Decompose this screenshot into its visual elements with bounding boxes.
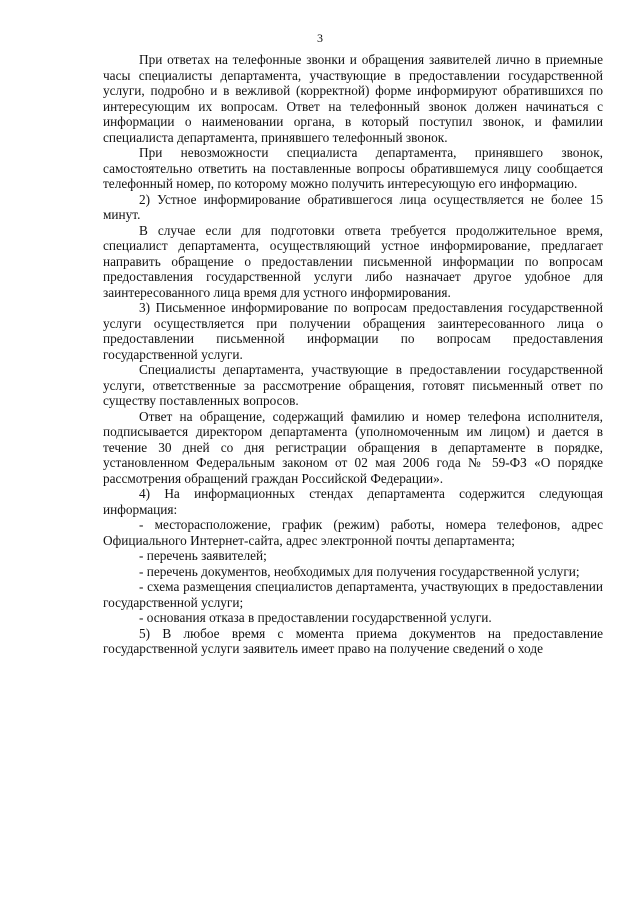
paragraph-written-info: 3) Письменное информирование по вопросам предоставления государственной услуги осуществляется при получении обращения заинтересованного лица о предоставлении письменной информации по вопросам предоставления государственной услуги.: [103, 300, 603, 362]
paragraph-long-answer: В случае если для подготовки ответа требуется продолжительное время, специалист департамента, осуществляющий устное информирование, предлагает направить обращение о предоставлении письменной информации по вопросам предоставления государственной услуги либо назначает другое удобное для заинтересованного лица время для устного информирования.: [103, 222, 603, 300]
paragraph-answer-signing: Ответ на обращение, содержащий фамилию и номер телефона исполнителя, подписывается директором департамента (уполномоченным им лицом) и дается в течение 30 дней со дня регистрации обращения в департаменте в порядке, установленном Федеральным законом от 02 мая 2006 года № 59-ФЗ «О порядке рассмотрения обращений граждан Российской Федерации».: [103, 408, 603, 486]
paragraph-oral-duration: 2) Устное информирование обратившегося лица осуществляется не более 15 минут.: [103, 191, 603, 222]
list-item-placement-scheme: - схема размещения специалистов департамента, участвующих в предоставлении государственной услуги;: [103, 579, 603, 610]
paragraph-info-stands: 4) На информационных стендах департамента содержится следующая информация:: [103, 486, 603, 517]
page-number: 3: [317, 31, 323, 45]
list-item-documents: - перечень документов, необходимых для получения государственной услуги;: [139, 563, 580, 579]
list-item-refusal-grounds: - основания отказа в предоставлении государственной услуги.: [139, 610, 492, 625]
paragraph-phone-redirect: При невозможности специалиста департамента, принявшего звонок, самостоятельно ответить на поставленные вопросы обратившемуся лицу сообщается телефонный номер, по которому можно получить интересующую его информацию.: [103, 145, 603, 191]
list-item-location-schedule: - месторасположение, график (режим) работы, номера телефонов, адрес Официального Интернет-сайта, адрес электронной почты департамента;: [103, 517, 603, 548]
document-body: [103, 52, 603, 657]
paragraph-specialists: Специалисты департамента, участвующие в предоставлении государственной услуги, ответственные за рассмотрение обращения, готовят письменный ответ по существу поставленных вопросов.: [103, 362, 603, 408]
paragraph-status-info: 5) В любое время с момента приема документов на предоставление государственной услуги заявитель имеет право на получение сведений о ходе: [103, 625, 603, 656]
list-item-applicants: - перечень заявителей;: [139, 548, 267, 563]
paragraph-phone-answers: При ответах на телефонные звонки и обращения заявителей лично в приемные часы специалисты департамента, участвующие в предоставлении государственной услуги, подробно и в вежливой (корректной) форме информируют обратившихся по интересующим их вопросам. Ответ на телефонный звонок должен начинаться с информации о наименовании органа, в который поступил звонок, и фамилии специалиста департамента, принявшего телефонный звонок.: [103, 52, 603, 145]
